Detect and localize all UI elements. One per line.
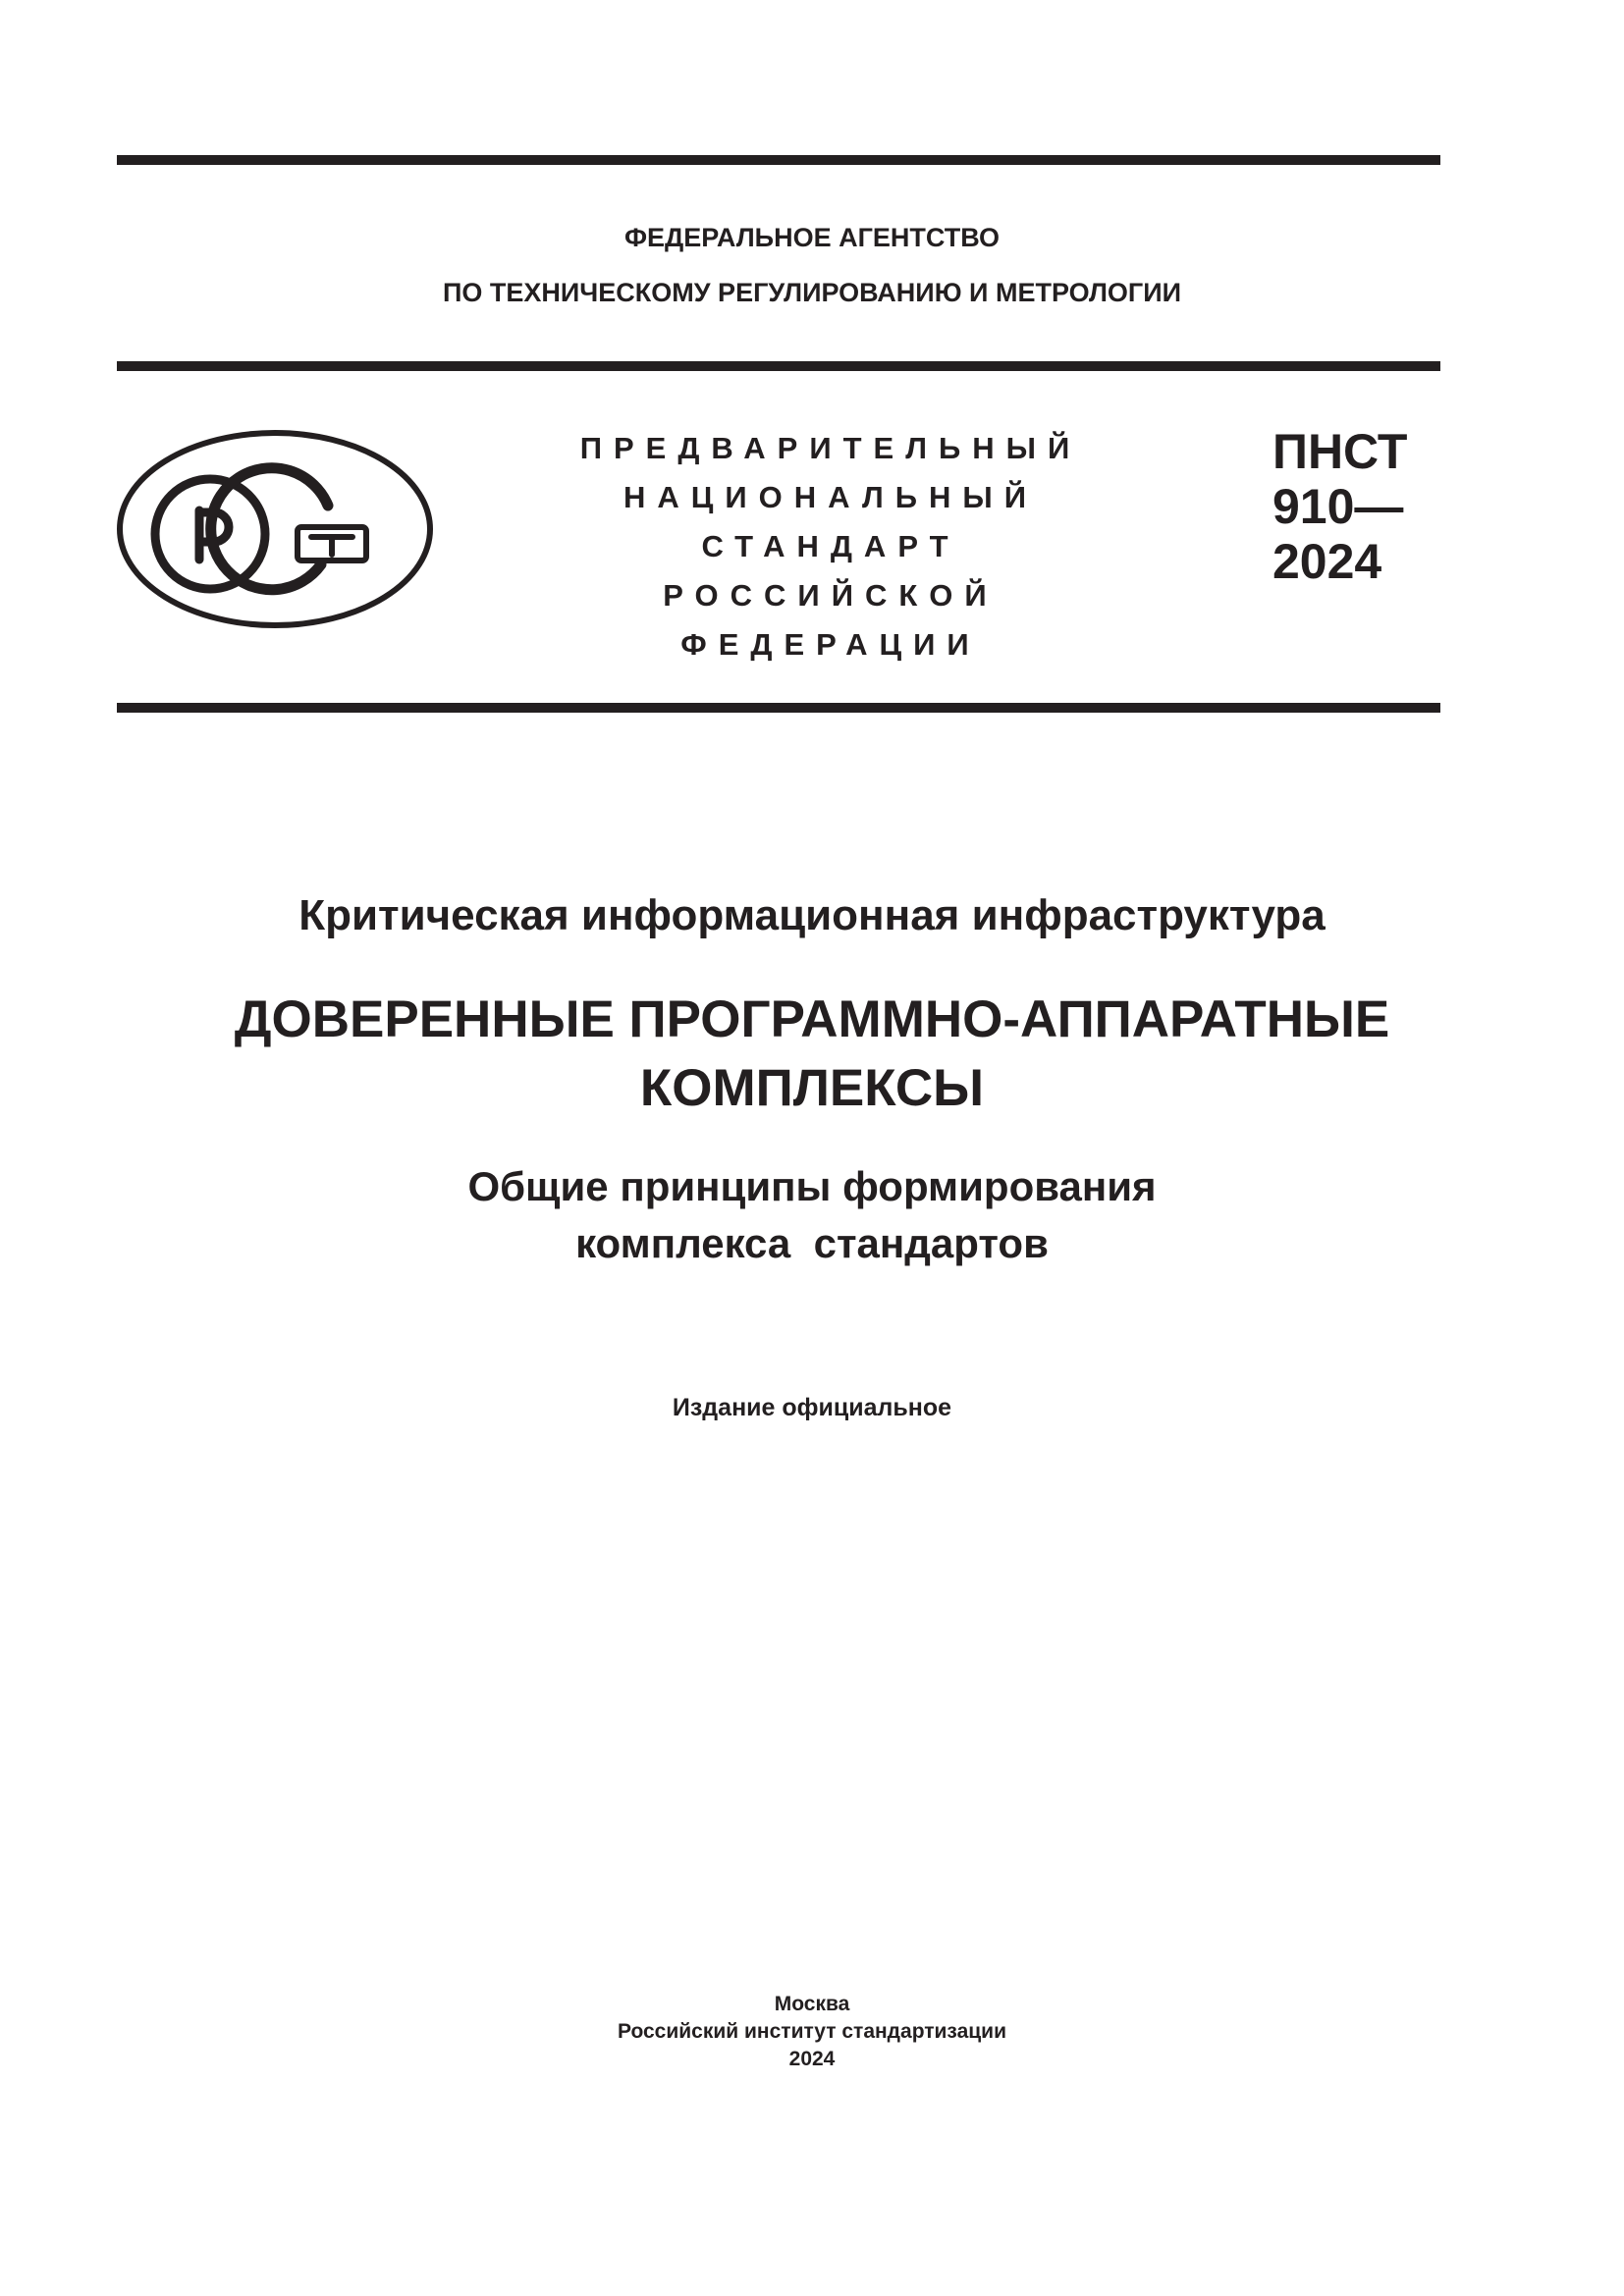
- standard-designation: [1272, 424, 1407, 589]
- gost-r-emblem-icon: [117, 429, 433, 634]
- subtitle-line-2: комплекса стандартов: [575, 1220, 1049, 1266]
- imprint-year: 2024: [788, 2048, 836, 2070]
- agency-name: [0, 210, 1624, 320]
- main-title-line-1: ДОВЕРЕННЫЕ ПРОГРАММНО-АППАРАТНЫЕ: [234, 990, 1390, 1048]
- agency-line-1: ФЕДЕРАЛЬНОЕ АГЕНТСТВО: [623, 223, 1001, 252]
- designation-line-1: ПНСТ: [1272, 424, 1408, 479]
- imprint-city: Москва: [774, 1993, 850, 2015]
- document-title-prefix: Критическая информационная инфраструктура: [298, 891, 1326, 939]
- designation-line-2: 910—: [1272, 479, 1404, 534]
- document-main-title: [0, 986, 1624, 1123]
- standard-type-line-2: НАЦИОНАЛЬНЫЙ: [623, 480, 1039, 514]
- standard-type: [550, 424, 1100, 669]
- top-rule: [117, 155, 1440, 165]
- subtitle-line-1: Общие принципы формирования: [467, 1163, 1157, 1209]
- edition-note: Издание официальное: [672, 1394, 952, 1421]
- standard-type-line-5: ФЕДЕРАЦИИ: [680, 627, 981, 662]
- header-rule: [117, 361, 1440, 371]
- main-title-line-2: КОМПЛЕКСЫ: [639, 1059, 985, 1117]
- standard-type-line-4: РОССИЙСКОЙ: [663, 578, 999, 613]
- imprint: [0, 1991, 1624, 2073]
- standard-type-line-1: ПРЕДВАРИТЕЛЬНЫЙ: [579, 431, 1082, 465]
- imprint-publisher: Российский институт стандартизации: [617, 2020, 1007, 2043]
- standard-type-line-3: СТАНДАРТ: [701, 529, 960, 563]
- divider-rule: [117, 703, 1440, 713]
- designation-line-3: 2024: [1272, 534, 1382, 589]
- agency-line-2: ПО ТЕХНИЧЕСКОМУ РЕГУЛИРОВАНИЮ И МЕТРОЛОГИИ: [442, 278, 1182, 307]
- document-subtitle: [0, 1158, 1624, 1272]
